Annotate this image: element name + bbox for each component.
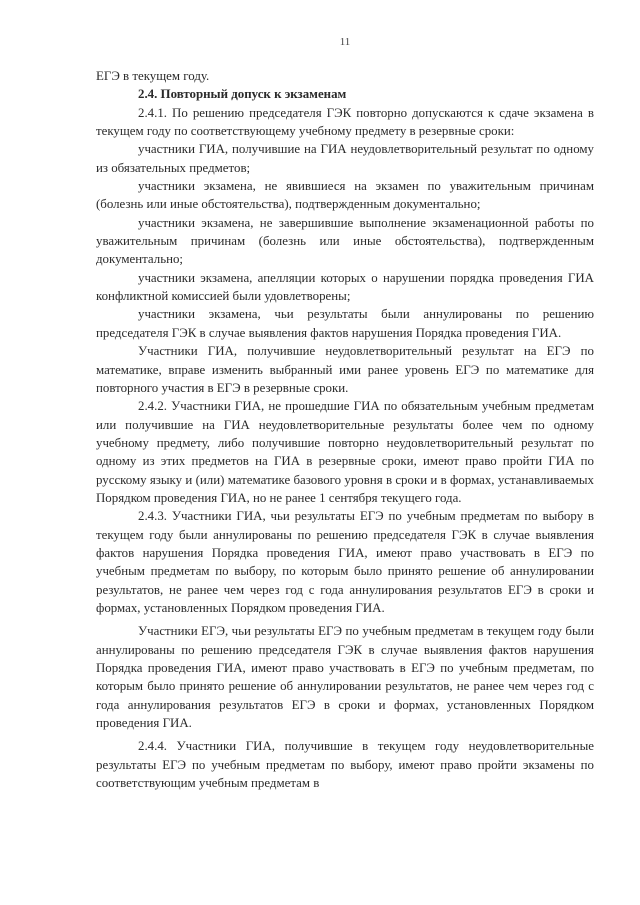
paragraph-2-4-4: 2.4.4. Участники ГИА, получившие в текущем году неудовлетворительные результаты ЕГЭ по учебным предметам по выбору, имеют право пройти экзамены по соответствующим учебным предметам в xyxy=(96,739,594,791)
section-heading: 2.4. Повторный допуск к экзаменам xyxy=(138,87,347,102)
document-page xyxy=(96,33,594,792)
page-number: 11 xyxy=(339,36,351,48)
paragraph-2-4-3: 2.4.3. Участники ГИА, чьи результаты ЕГЭ по учебным предметам по выбору в текущем году были аннулированы по решению председателя ГЭК в случае выявления фактов нарушения Порядка проведения ГИА, имеют право участвовать в ЕГЭ по учебным предметам по выбору, по которым было принято решение об аннулировании результатов, не ранее чем через год с года аннулирования результатов ЕГЭ в сроки и формах, установленных Порядком проведения ГИА. xyxy=(96,509,594,615)
paragraph-2-4-2: 2.4.2. Участники ГИА, не прошедшие ГИА по обязательным учебным предметам или получившие на ГИА неудовлетворительные результаты более чем по одному учебному предмету, либо получившие повторно неудовлетворительный результат по одному из этих предметов на ГИА в резервные сроки, имеют право пройти ГИА по русскому языку и (или) математике базового уровня в сроки и в формах, устанавливаемых Порядком проведения ГИА, но не ранее 1 сентября текущего года. xyxy=(96,399,594,505)
list-item-unsatisfactory: участники ГИА, получившие на ГИА неудовлетворительный результат по одному из обязательных предметов; xyxy=(96,142,594,175)
paragraph-continuation: ЕГЭ в текущем году. xyxy=(96,69,210,83)
paragraph-math-level: Участники ГИА, получившие неудовлетворительный результат на ЕГЭ по математике, вправе изменить выбранный ими ранее уровень ЕГЭ по математике для повторного участия в ЕГЭ в резервные сроки. xyxy=(96,344,594,395)
paragraph-ege-participants: Участники ЕГЭ, чьи результаты ЕГЭ по учебным предметам в текущем году были аннулированы по решению председателя ГЭК в случае выявления фактов нарушения Порядка проведения ГИА, имеют право участвовать в ЕГЭ по учебным предметам, по которым было принято решение об аннулировании результатов, не ранее чем через год с года аннулирования результатов ЕГЭ в сроки и формах, установленных Порядком проведения ГИА. xyxy=(96,624,594,731)
list-item-absent: участники экзамена, не явившиеся на экзамен по уважительным причинам (болезнь или иные обстоятельства), подтвержденным документально; xyxy=(96,179,594,212)
paragraph-2-4-1: 2.4.1. По решению председателя ГЭК повторно допускаются к сдаче экзамена в текущем году по соответствующему учебному предмету в резервные сроки: xyxy=(96,105,594,139)
list-item-not-completed: участники экзамена, не завершившие выполнение экзаменационной работы по уважительным причинам (болезнь или иные обстоятельства), подтвержденным документально; xyxy=(96,215,594,267)
list-item-annulled: участники экзамена, чьи результаты были аннулированы по решению председателя ГЭК в случае выявления фактов нарушения Порядка проведения ГИА. xyxy=(96,307,594,340)
list-item-appeals: участники экзамена, апелляции которых о нарушении порядка проведения ГИА конфликтной комиссией были удовлетворены; xyxy=(96,270,594,304)
